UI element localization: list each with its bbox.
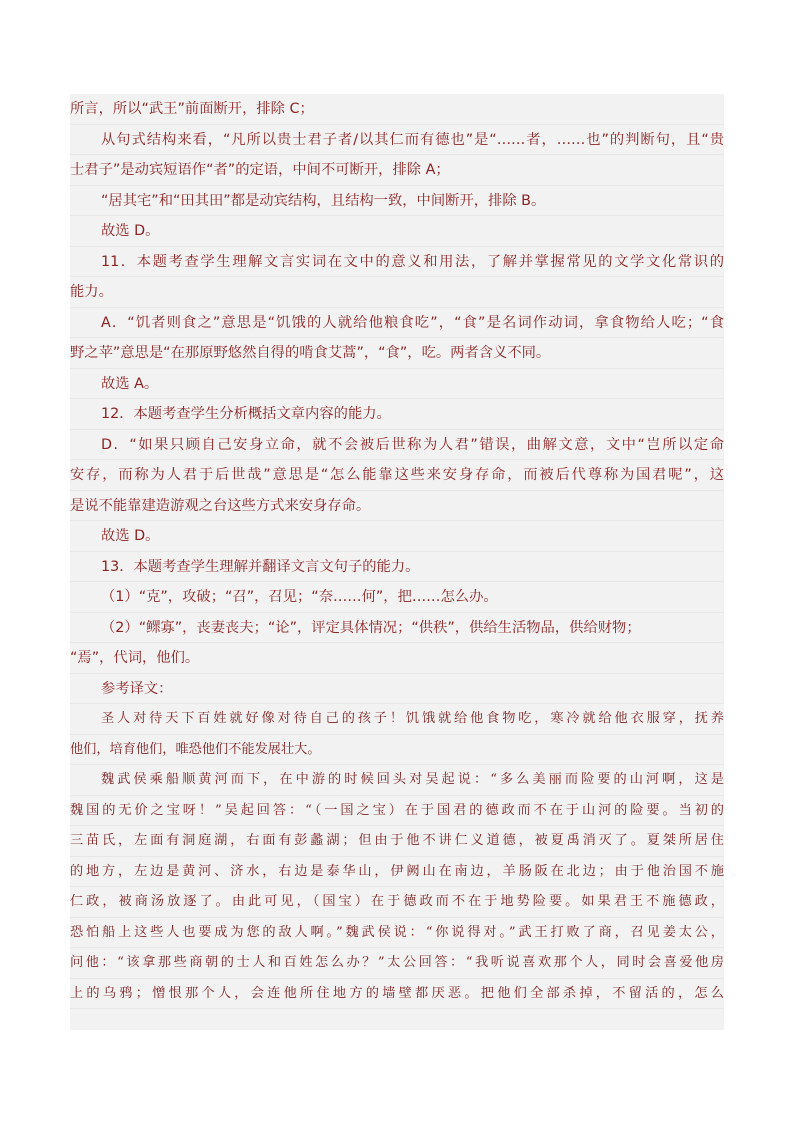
paragraph-line: D．“如果只顾自己安身立命，就不会被后世称为人君”错误，曲解文意，文中“岂所以定命 <box>70 430 724 461</box>
translation-line: 圣人对待天下百姓就好像对待自己的孩子！饥饿就给他食物吃，寒冷就给他衣服穿，抚养 <box>70 704 724 735</box>
question-heading: 13．本题考查学生理解并翻译文言文句子的能力。 <box>70 552 724 583</box>
paragraph-line: 所言，所以“武王”前面断开，排除 C； <box>70 94 724 125</box>
translation-line: 魏国的无价之宝呀！”吴起回答：“（一国之宝）在于国君的德政而不在于山河的险要。当初的 <box>70 796 724 827</box>
translation-line: 恐怕船上这些人也要成为您的敌人啊。”魏武侯说：“你说得对。”武王打败了商，召见姜太公， <box>70 918 724 949</box>
paragraph-line: “焉”，代词，他们。 <box>70 643 724 674</box>
paragraph-line: 故选 A。 <box>70 369 724 400</box>
paragraph-line: 故选 D。 <box>70 216 724 247</box>
paragraph-line: 安存，而称为人君于后世哉”意思是“怎么能靠这些来安身存命，而被后代尊称为国君呢”，这 <box>70 460 724 491</box>
paragraph-line: 故选 D。 <box>70 521 724 552</box>
paragraph-line: 士君子”是动宾短语作“者”的定语，中间不可断开，排除 A； <box>70 155 724 186</box>
section-heading: 参考译文： <box>70 674 724 705</box>
translation-line: 他们，培育他们，唯恐他们不能发展壮大。 <box>70 735 724 766</box>
paragraph-line: 能力。 <box>70 277 724 308</box>
translation-line: 问他：“该拿那些商朝的士人和百姓怎么办？”太公回答：“我听说喜欢那个人，同时会喜爱他房 <box>70 948 724 979</box>
translation-line: 三苗氏，左面有洞庭湖，右面有彭蠡湖；但由于他不讲仁义道德，被夏禹消灭了。夏桀所居住 <box>70 826 724 857</box>
translation-line: 魏武侯乘船顺黄河而下，在中游的时候回头对吴起说：“多么美丽而险要的山河啊，这是 <box>70 765 724 796</box>
paragraph-line: “居其宅”和“田其田”都是动宾结构，且结构一致，中间断开，排除 B。 <box>70 186 724 217</box>
paragraph-line: A．“饥者则食之”意思是“饥饿的人就给他粮食吃”，“食”是名词作动词，拿食物给人吃；“食 <box>70 308 724 339</box>
document-body <box>70 94 724 1030</box>
paragraph-line: 是说不能靠建造游观之台这些方式来安身存命。 <box>70 491 724 522</box>
translation-line: 仁政，被商汤放逐了。由此可见，（国宝）在于德政而不在于地势险要。如果君王不施德政， <box>70 887 724 918</box>
paragraph-line: （2）“鳏寡”，丧妻丧夫；“论”，评定具体情况；“供秩”，供给生活物品，供给财物； <box>70 613 724 644</box>
translation-line: 上的乌鸦；憎恨那个人，会连他所住地方的墙壁都厌恶。把他们全部杀掉，不留活的，怎么 <box>70 979 724 1010</box>
question-heading: 11．本题考查学生理解文言实词在文中的意义和用法，了解并掌握常见的文学文化常识的 <box>70 247 724 278</box>
translation-line: 的地方，左边是黄河、济水，右边是泰华山，伊阙山在南边，羊肠阪在北边；由于他治国不施 <box>70 857 724 888</box>
paragraph-line: 从句式结构来看，“凡所以贵士君子者/以其仁而有德也”是“……者，……也”的判断句，且“贵 <box>70 125 724 156</box>
paragraph-line: （1）“克”，攻破；“召”，召见；“奈……何”，把……怎么办。 <box>70 582 724 613</box>
paragraph-line: 野之苹”意思是“在那原野悠然自得的啃食艾蒿”，“食”，吃。两者含义不同。 <box>70 338 724 369</box>
question-heading: 12．本题考查学生分析概括文章内容的能力。 <box>70 399 724 430</box>
